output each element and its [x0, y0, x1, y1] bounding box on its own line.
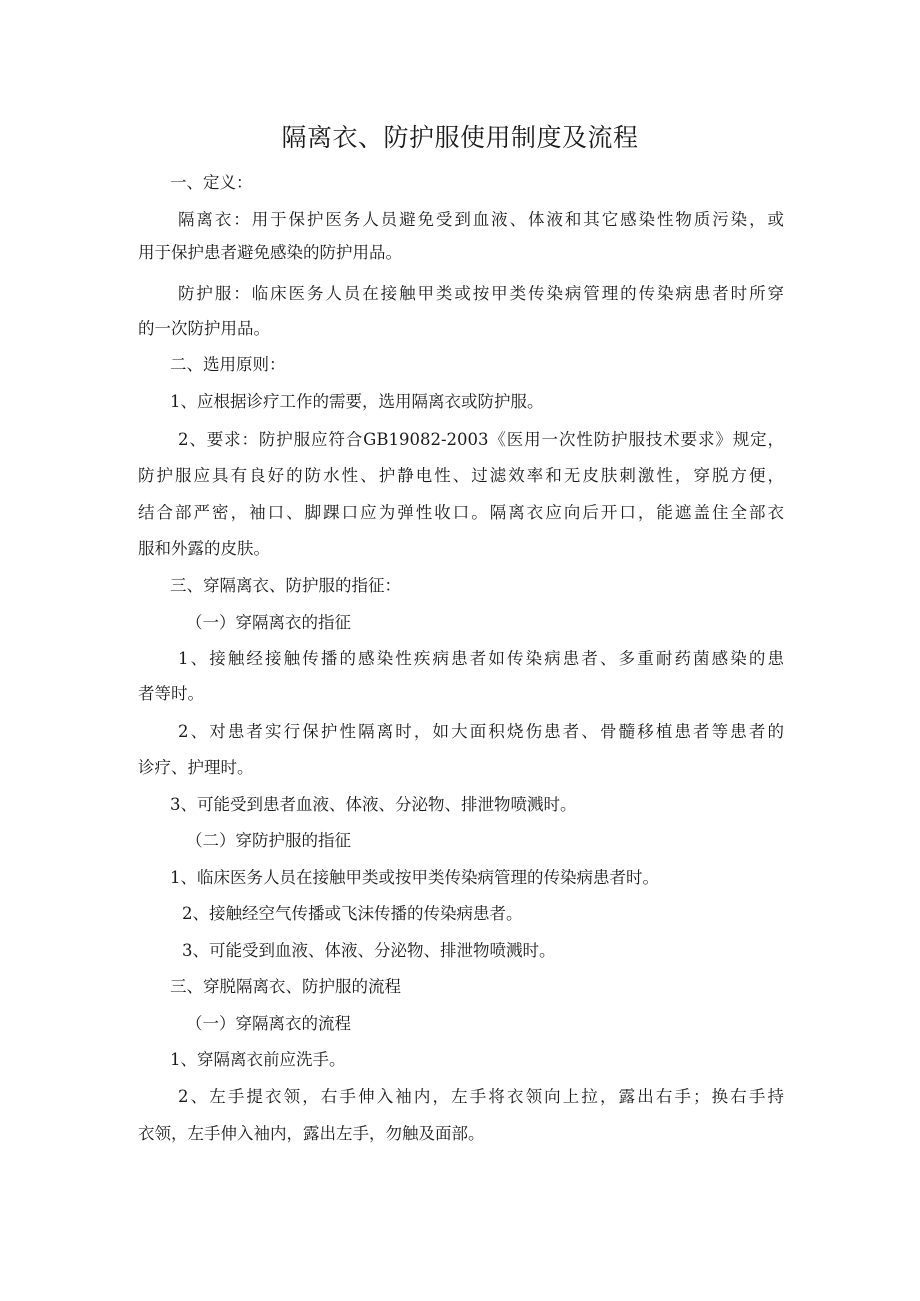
paragraph-line: 服和外露的皮肤。 [138, 539, 270, 558]
paragraph-line: 者等时。 [138, 684, 204, 703]
paragraph-line: 2、要求：防护服应符合GB19082-2003《医用一次性防护服技术要求》规定， [178, 430, 784, 449]
paragraph-line: 防护服应具有良好的防水性、护静电性、过滤效率和无皮肤刺激性，穿脱方便， [138, 466, 784, 485]
section-heading-definition: 一、定义： [170, 173, 253, 192]
paragraph-line: 1、临床医务人员在接触甲类或按甲类传染病管理的传染病患者时。 [170, 868, 659, 887]
subsection-heading-gown-indications: （一）穿隔离衣的指征 [186, 613, 351, 632]
paragraph-line: 2、对患者实行保护性隔离时，如大面积烧伤患者、骨髓移植患者等患者的 [178, 722, 784, 741]
paragraph-line: 防护服：临床医务人员在接触甲类或按甲类传染病管理的传染病患者时所穿 [178, 284, 784, 303]
paragraph-line: 2、左手提衣领，右手伸入袖内，左手将衣领向上拉，露出右手；换右手持 [178, 1087, 784, 1106]
paragraph-line: 诊疗、护理时。 [138, 758, 254, 777]
document-title: 隔离衣、防护服使用制度及流程 [281, 123, 639, 152]
paragraph-line: 1、穿隔离衣前应洗手。 [170, 1050, 346, 1069]
section-heading-procedure: 三、穿脱隔离衣、防护服的流程 [170, 977, 401, 996]
section-heading-principles: 二、选用原则： [170, 355, 286, 374]
paragraph-line: 1、接触经接触传播的感染性疾病患者如传染病患者、多重耐药菌感染的患 [178, 649, 784, 668]
subsection-heading-suit-indications: （二）穿防护服的指征 [186, 831, 351, 850]
paragraph-line: 用于保护患者避免感染的防护用品。 [138, 243, 402, 262]
paragraph-line: 的一次防护用品。 [138, 319, 270, 338]
section-heading-indications: 三、穿隔离衣、防护服的指征： [170, 576, 401, 595]
paragraph-line: 3、可能受到患者血液、体液、分泌物、排泄物喷溅时。 [170, 795, 577, 814]
paragraph-line: 衣领，左手伸入袖内，露出左手，勿触及面部。 [138, 1124, 485, 1143]
paragraph-line: 隔离衣：用于保护医务人员避免受到血液、体液和其它感染性物质污染，或 [178, 210, 784, 229]
paragraph-line: 2、接触经空气传播或飞沫传播的传染病患者。 [182, 904, 523, 923]
subsection-heading-gown-procedure: （一）穿隔离衣的流程 [186, 1014, 351, 1033]
paragraph-line: 3、可能受到血液、体液、分泌物、排泄物喷溅时。 [182, 941, 556, 960]
paragraph-line: 1、应根据诊疗工作的需要，选用隔离衣或防护服。 [170, 392, 544, 411]
paragraph-line: 结合部严密，袖口、脚踝口应为弹性收口。隔离衣应向后开口，能遮盖住全部衣 [138, 503, 784, 522]
